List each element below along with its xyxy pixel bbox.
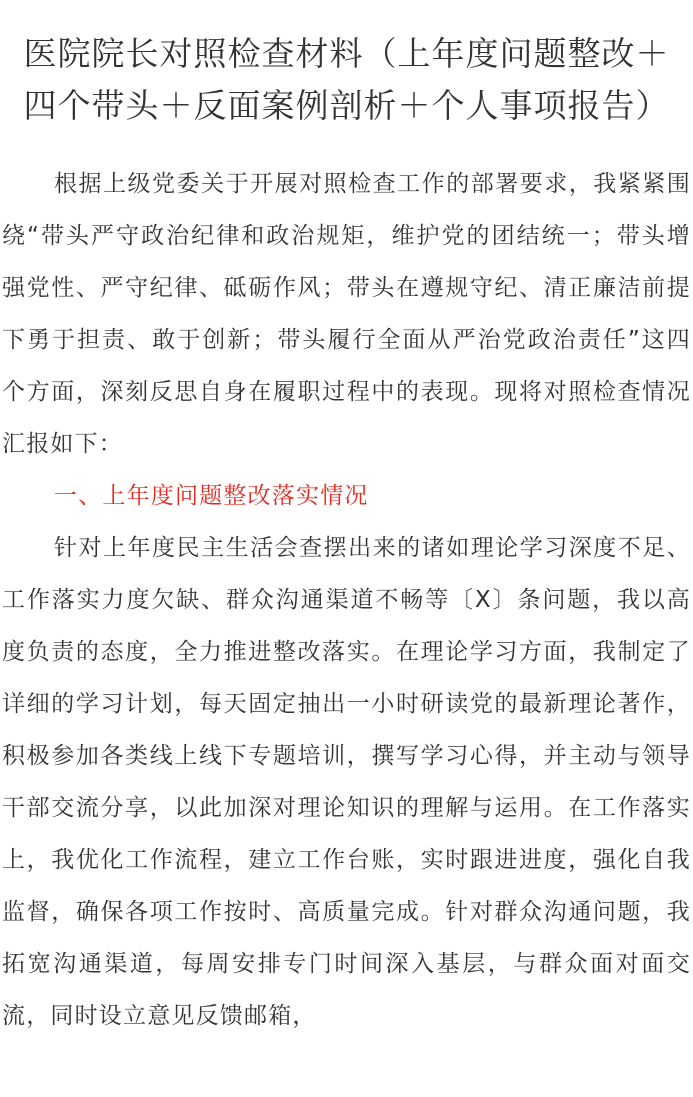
intro-paragraph: 根据上级党委关于开展对照检查工作的部署要求，我紧紧围绕“带头严守政治纪律和政治规矩，维护党的团结统一；带头增强党性、严守纪律、砥砺作风；带头在遵规守纪、清正廉洁前提下勇于担责、敢于创新；带头履行全面从严治党政治责任”这四个方面，深刻反思自身在履职过程中的表现。现将对照检查情况汇报如下： bbox=[2, 171, 691, 457]
document-title bbox=[2, 28, 691, 132]
document-title-line-2: 四个带头＋反面案例剖析＋个人事项报告） bbox=[23, 86, 670, 125]
section-heading: 一、上年度问题整改落实情况 bbox=[54, 483, 369, 509]
section-paragraph: 针对上年度民主生活会查摆出来的诸如理论学习深度不足、工作落实力度欠缺、群众沟通渠道不畅等〔X〕条问题，我以高度负责的态度，全力推进整改落实。在理论学习方面，我制定了详细的学习计划，每天固定抽出一小时研读党的最新理论著作，积极参加各类线上线下专题培训，撰写学习心得，并主动与领导干部交流分享，以此加深对理论知识的理解与运用。在工作落实上，我优化工作流程，建立工作台账，实时跟进进度，强化自我监督，确保各项工作按时、高质量完成。针对群众沟通问题，我拓宽沟通渠道，每周安排专门时间深入基层，与群众面对面交流，同时设立意见反馈邮箱， bbox=[2, 535, 691, 1029]
document-title-line-1: 医院院长对照检查材料（上年度问题整改＋ bbox=[23, 34, 670, 73]
document-body bbox=[2, 158, 691, 1042]
